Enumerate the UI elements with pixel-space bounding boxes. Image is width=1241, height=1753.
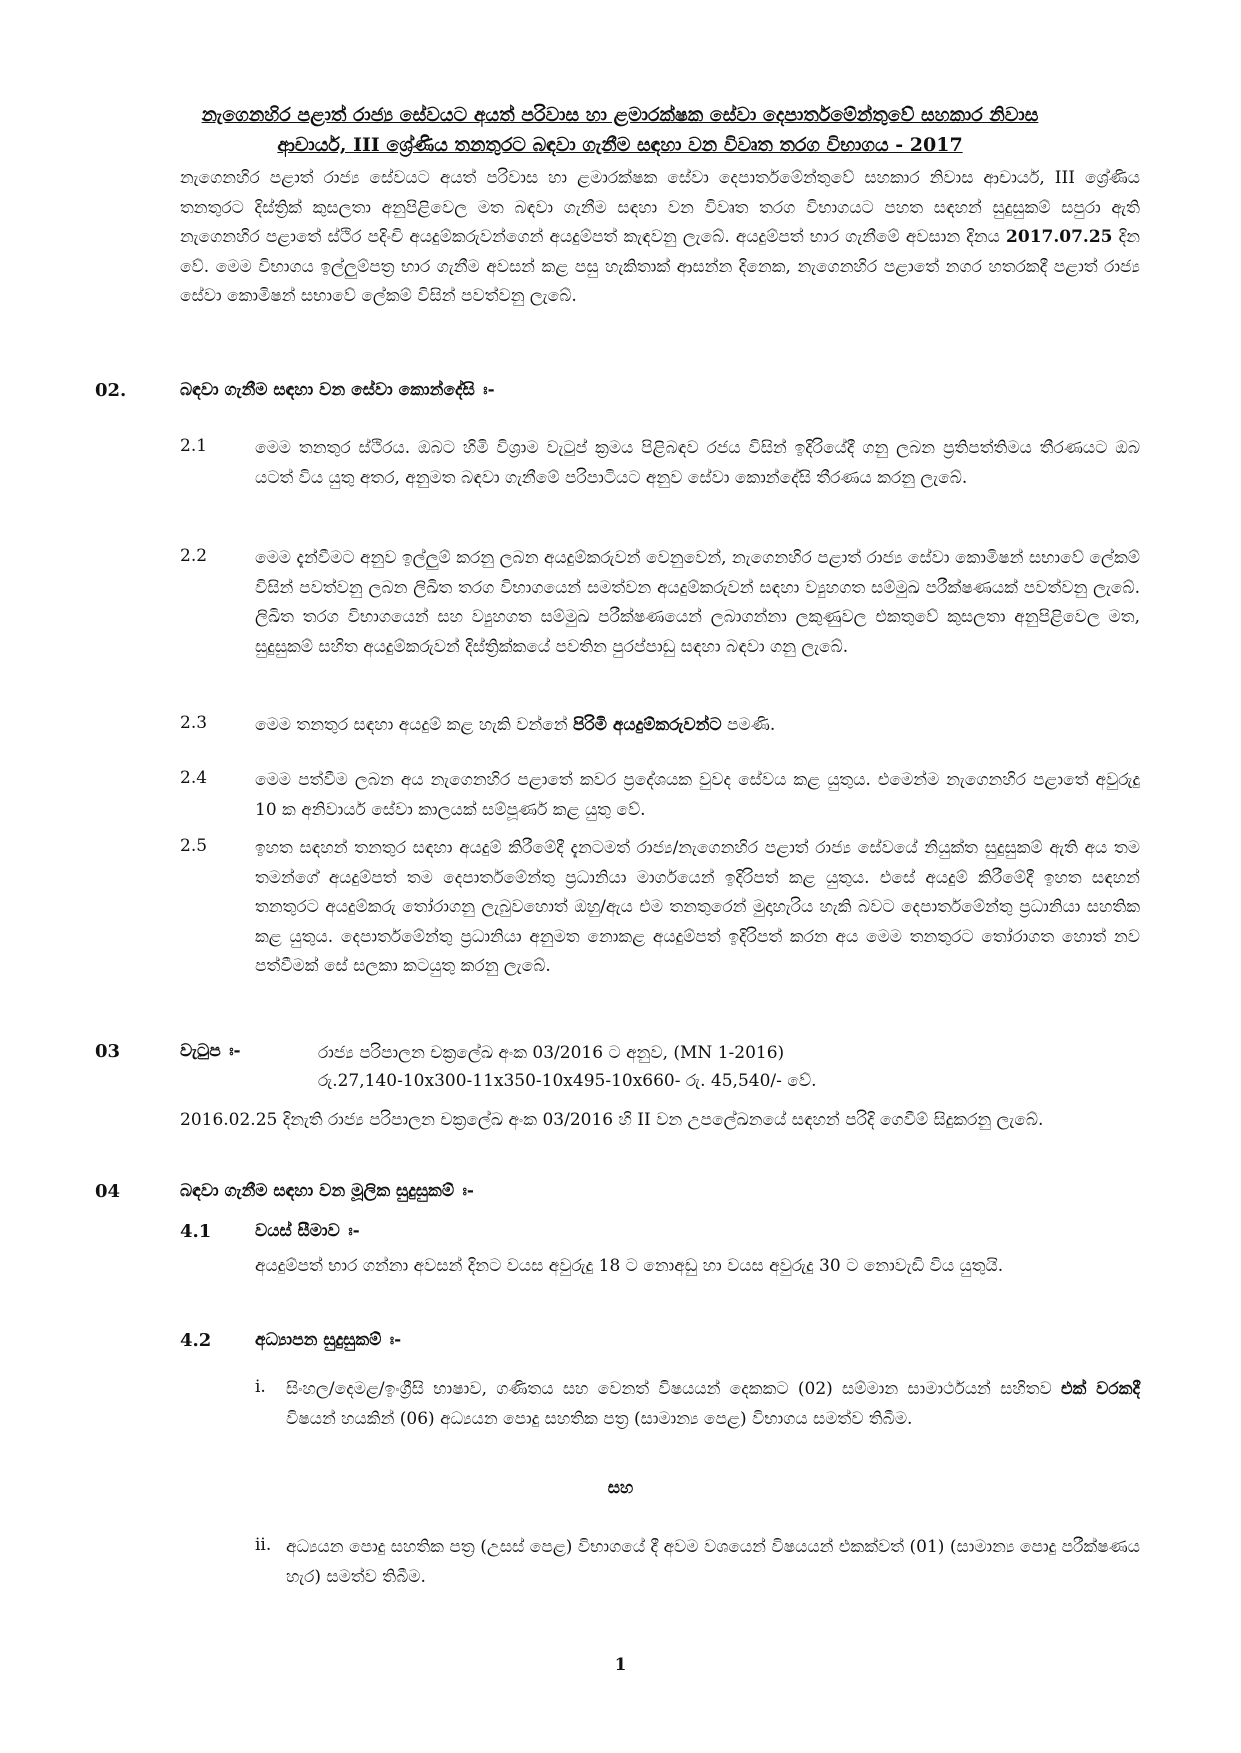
section-02-title: බඳවා ගැනීම සඳහා වන සේවා කොන්දේසි ඃ- xyxy=(180,380,495,400)
item-2-2-text: මෙම දැන්වීමට අනුව ඉල්ලුම් කරනු ලබන අයදුම්කරුවන් වෙනුවෙන්, නැගෙනහිර පළාත් රාජ්‍ය සේවා කොමිෂන් සභාවේ ලේකම් විසින් පවත්වනු ලබන ලිඛිත තරග විභාගයෙන් සමත්වන අයදුම්කරුවන් සඳහා ව්‍යුහගත සම්මුඛ පරීක්ෂණයක් පවත්වනු ලැබේ. ලිඛිත තරග විභාගයෙන් සහ ව්‍යුහගත සම්මුඛ පරීක්ෂණයෙන් ලබාගන්නා ලකුණුවල එකතුවේ කුසලතා අනුපිළිවෙල මත, සුදුසුකම් සහිත අයදුම්කරුවන් දිස්ත්‍රික්කයේ පවතින පුරප්පාඩු සඳහා බඳවා ගනු ලැබේ. xyxy=(255,548,1140,657)
item-2-3-text-after: පමණි. xyxy=(727,715,776,735)
item-2-1-text: මෙම තනතුර ස්ථිරය. ඔබට හිමි විශ්‍රාම වැටුප් ක්‍රමය පිළිබඳව රජය විසින් ඉදිරියේදී ගනු ලබන ප්‍රතිපත්තිමය තීරණයට ඔබ යටත් විය යුතු අතර, අනුමත බඳවා ගැනීමේ පරිපාටියට අනුව සේවා කොන්දේසි තීරණය කරනු ලැබේ. xyxy=(255,438,1140,488)
section-04-number: 04 xyxy=(95,1181,121,1202)
qualification-i-text xyxy=(286,1375,1140,1434)
conjunction-and: සහ xyxy=(607,1478,634,1498)
item-2-2-number: 2.2 xyxy=(180,546,208,566)
item-2-4-number: 2.4 xyxy=(180,768,208,788)
intro-paragraph xyxy=(180,164,1140,312)
item-2-1-number: 2.1 xyxy=(180,436,208,456)
qualification-ii-text: අධ්‍යයන පොදු සහතික පත්‍ර (උසස් පෙළ) විභාගයේ දී අවම වශයෙන් විෂයයන් එකක්වත් (01) (සාමාන්‍ය පොදු පරීක්ෂණය හැර) සමත්ව තිබීම. xyxy=(286,1537,1140,1587)
item-2-3-number: 2.3 xyxy=(180,713,208,733)
closing-date: 2017.07.25 xyxy=(1006,227,1113,247)
subsection-4-1-title: වයස් සීමාව ඃ- xyxy=(255,1221,360,1241)
item-2-3-text xyxy=(255,711,1140,741)
subsection-4-1-number: 4.1 xyxy=(180,1221,212,1242)
qualification-i-text-bold: එක් වරකදී xyxy=(1061,1379,1140,1399)
item-2-3-text-before: මෙම තනතුර සඳහා අයදුම් කළ හැකි වන්නේ xyxy=(255,715,568,735)
item-2-5-text: ඉහත සඳහන් තනතුර සඳහා අයදුම් කිරීමේදී දැනටමත් රාජ්‍ය/නැගෙනහිර පළාත් රාජ්‍ය සේවයේ නියුක්ත සුදුසුකම් ඇති අය තම තමන්ගේ අයදුම්පත් තම දෙපාර්තමේන්තු ප්‍රධානියා මාර්ගයෙන් ඉදිරිපත් කළ යුතුය. එසේ අයදුම් කිරීමේදී ඉහත සඳහන් තනතුරට අයදුම්කරු තෝරාගනු ලැබුවහොත් ඔහු/ඇය එම තනතුරෙන් මුදාහැරිය හැකි බවට දෙපාර්තමේන්තු ප්‍රධානියා සහතික කළ යුතුය. දෙපාර්තමේන්තු ප්‍රධානියා අනුමත නොකළ අයදුම්පත් ඉදිරිපත් කරන අය මෙම තනතුරට තෝරාගත හොත් නව පත්වීමක් සේ සලකා කටයුතු කරනු ලැබේ. xyxy=(255,838,1140,976)
document-title-line-2: ආචාර්ය, III ශ්‍රේණිය තනතුරට බඳවා ගැනීම සඳහා වන විවෘත තරග විභාගය - 2017 xyxy=(277,134,963,156)
page-number: 1 xyxy=(614,1655,627,1675)
salary-scale-line: රු.27,140-10x300-11x350-10x495-10x660- රු. 45,540/- වේ. xyxy=(318,1071,817,1091)
intro-text-part-1: නැගෙනහිර පළාත් රාජ්‍ය සේවයට අයත් පරිවාස හා ළමාරක්ෂක සේවා දෙපාර්තමේන්තුවේ සහකාර නිවාස ආචාර්ය, III ශ්‍රේණිය තනතුරට දිස්ත්‍රික් කුසලතා අනුපිළිවෙල මත බඳවා ගැනීම සඳහා වන විවෘත තරග විභාගයට පහත සඳහන් සුදුසුකම් සපුරා ඇති නැගෙනහිර පළාතේ ස්ථිර පදිංචි අයදුම්කරුවන්ගෙන් අයදුම්පත් කැඳවනු ලැබේ. අයදුම්පත් භාර ගැනීමේ අවසාන දිනය xyxy=(180,168,1140,247)
section-03-title: වැටුප ඃ- xyxy=(180,1041,241,1061)
salary-circular-line: රාජ්‍ය පරිපාලන චක්‍රලේඛ අංක 03/2016 ට අනුව, (MN 1-2016) xyxy=(318,1043,785,1063)
subsection-4-2-number: 4.2 xyxy=(180,1330,212,1351)
intro-text-part-2: දින වේ. මෙම විභාගය ඉල්ලුම්පත්‍ර භාර ගැනීම අවසන් කළ පසු හැකිතාක් ආසන්න දිනෙක, නැගෙනහිර පළාතේ නගර හතරකදී පළාත් රාජ්‍ය සේවා කොමිෂන් සභාවේ ලේකම් විසින් පවත්වනු ලැබේ. xyxy=(180,227,1141,306)
item-2-3-text-bold: පිරිමි අයදුම්කරුවන්ට xyxy=(572,715,722,735)
item-2-5-number: 2.5 xyxy=(180,836,208,856)
section-03-number: 03 xyxy=(95,1041,121,1062)
qualification-i-text-after: විෂයන් හයකින් (06) අධ්‍යයන පොදු සහතික පත්‍ර (සාමාන්‍ය පෙළ) විභාගය සමත්ව තිබීම. xyxy=(286,1408,913,1429)
qualification-i-text-before: සිංහල/දෙමළ/ඉංග්‍රීසි භාෂාව, ගණිතය සහ වෙනත් විෂයයන් දෙකකට (02) සම්මාන සාමාර්ථයන් සහිතව xyxy=(286,1379,1052,1399)
age-limit-text: අයදුම්පත් භාර ගන්නා අවසන් දිනට වයස අවුරුදු 18 ට නොඅඩු හා වයස අවුරුදු 30 ට නොවැඩි විය යුතුයි. xyxy=(255,1256,1004,1276)
section-04-title: බඳවා ගැනීම සඳහා වන මූලික සුදුසුකම් ඃ- xyxy=(180,1181,474,1201)
item-2-4-text: මෙම පත්වීම ලබන අය නැගෙනහිර පළාතේ කවර ප්‍රදේශයක වුවද සේවය කළ යුතුය. එමෙන්ම නැගෙනහිර පළාතේ අවුරුදු 10 ක අනිවාර්ය සේවා කාලයක් සම්පූර්ණ කළ යුතු වේ. xyxy=(255,770,1140,820)
qualification-i-number: i. xyxy=(255,1377,266,1397)
subsection-4-2-title: අධ්‍යාපන සුදුසුකම් ඃ- xyxy=(255,1330,402,1350)
salary-note: 2016.02.25 දිනැති රාජ්‍ය පරිපාලන චක්‍රලේඛ අංක 03/2016 හි II වන උපලේඛනයේ සඳහන් පරිදි ගෙවීම් සිදුකරනු ලැබේ. xyxy=(180,1110,1044,1130)
qualification-ii-number: ii. xyxy=(255,1535,272,1555)
section-02-number: 02. xyxy=(95,380,127,401)
document-title-line-1: නැගෙනහිර පළාත් රාජ්‍ය සේවයට අයත් පරිවාස හා ළමාරක්ෂක සේවා දෙපාර්තමේන්තුවේ සහකාර නිවාස xyxy=(201,104,1039,126)
